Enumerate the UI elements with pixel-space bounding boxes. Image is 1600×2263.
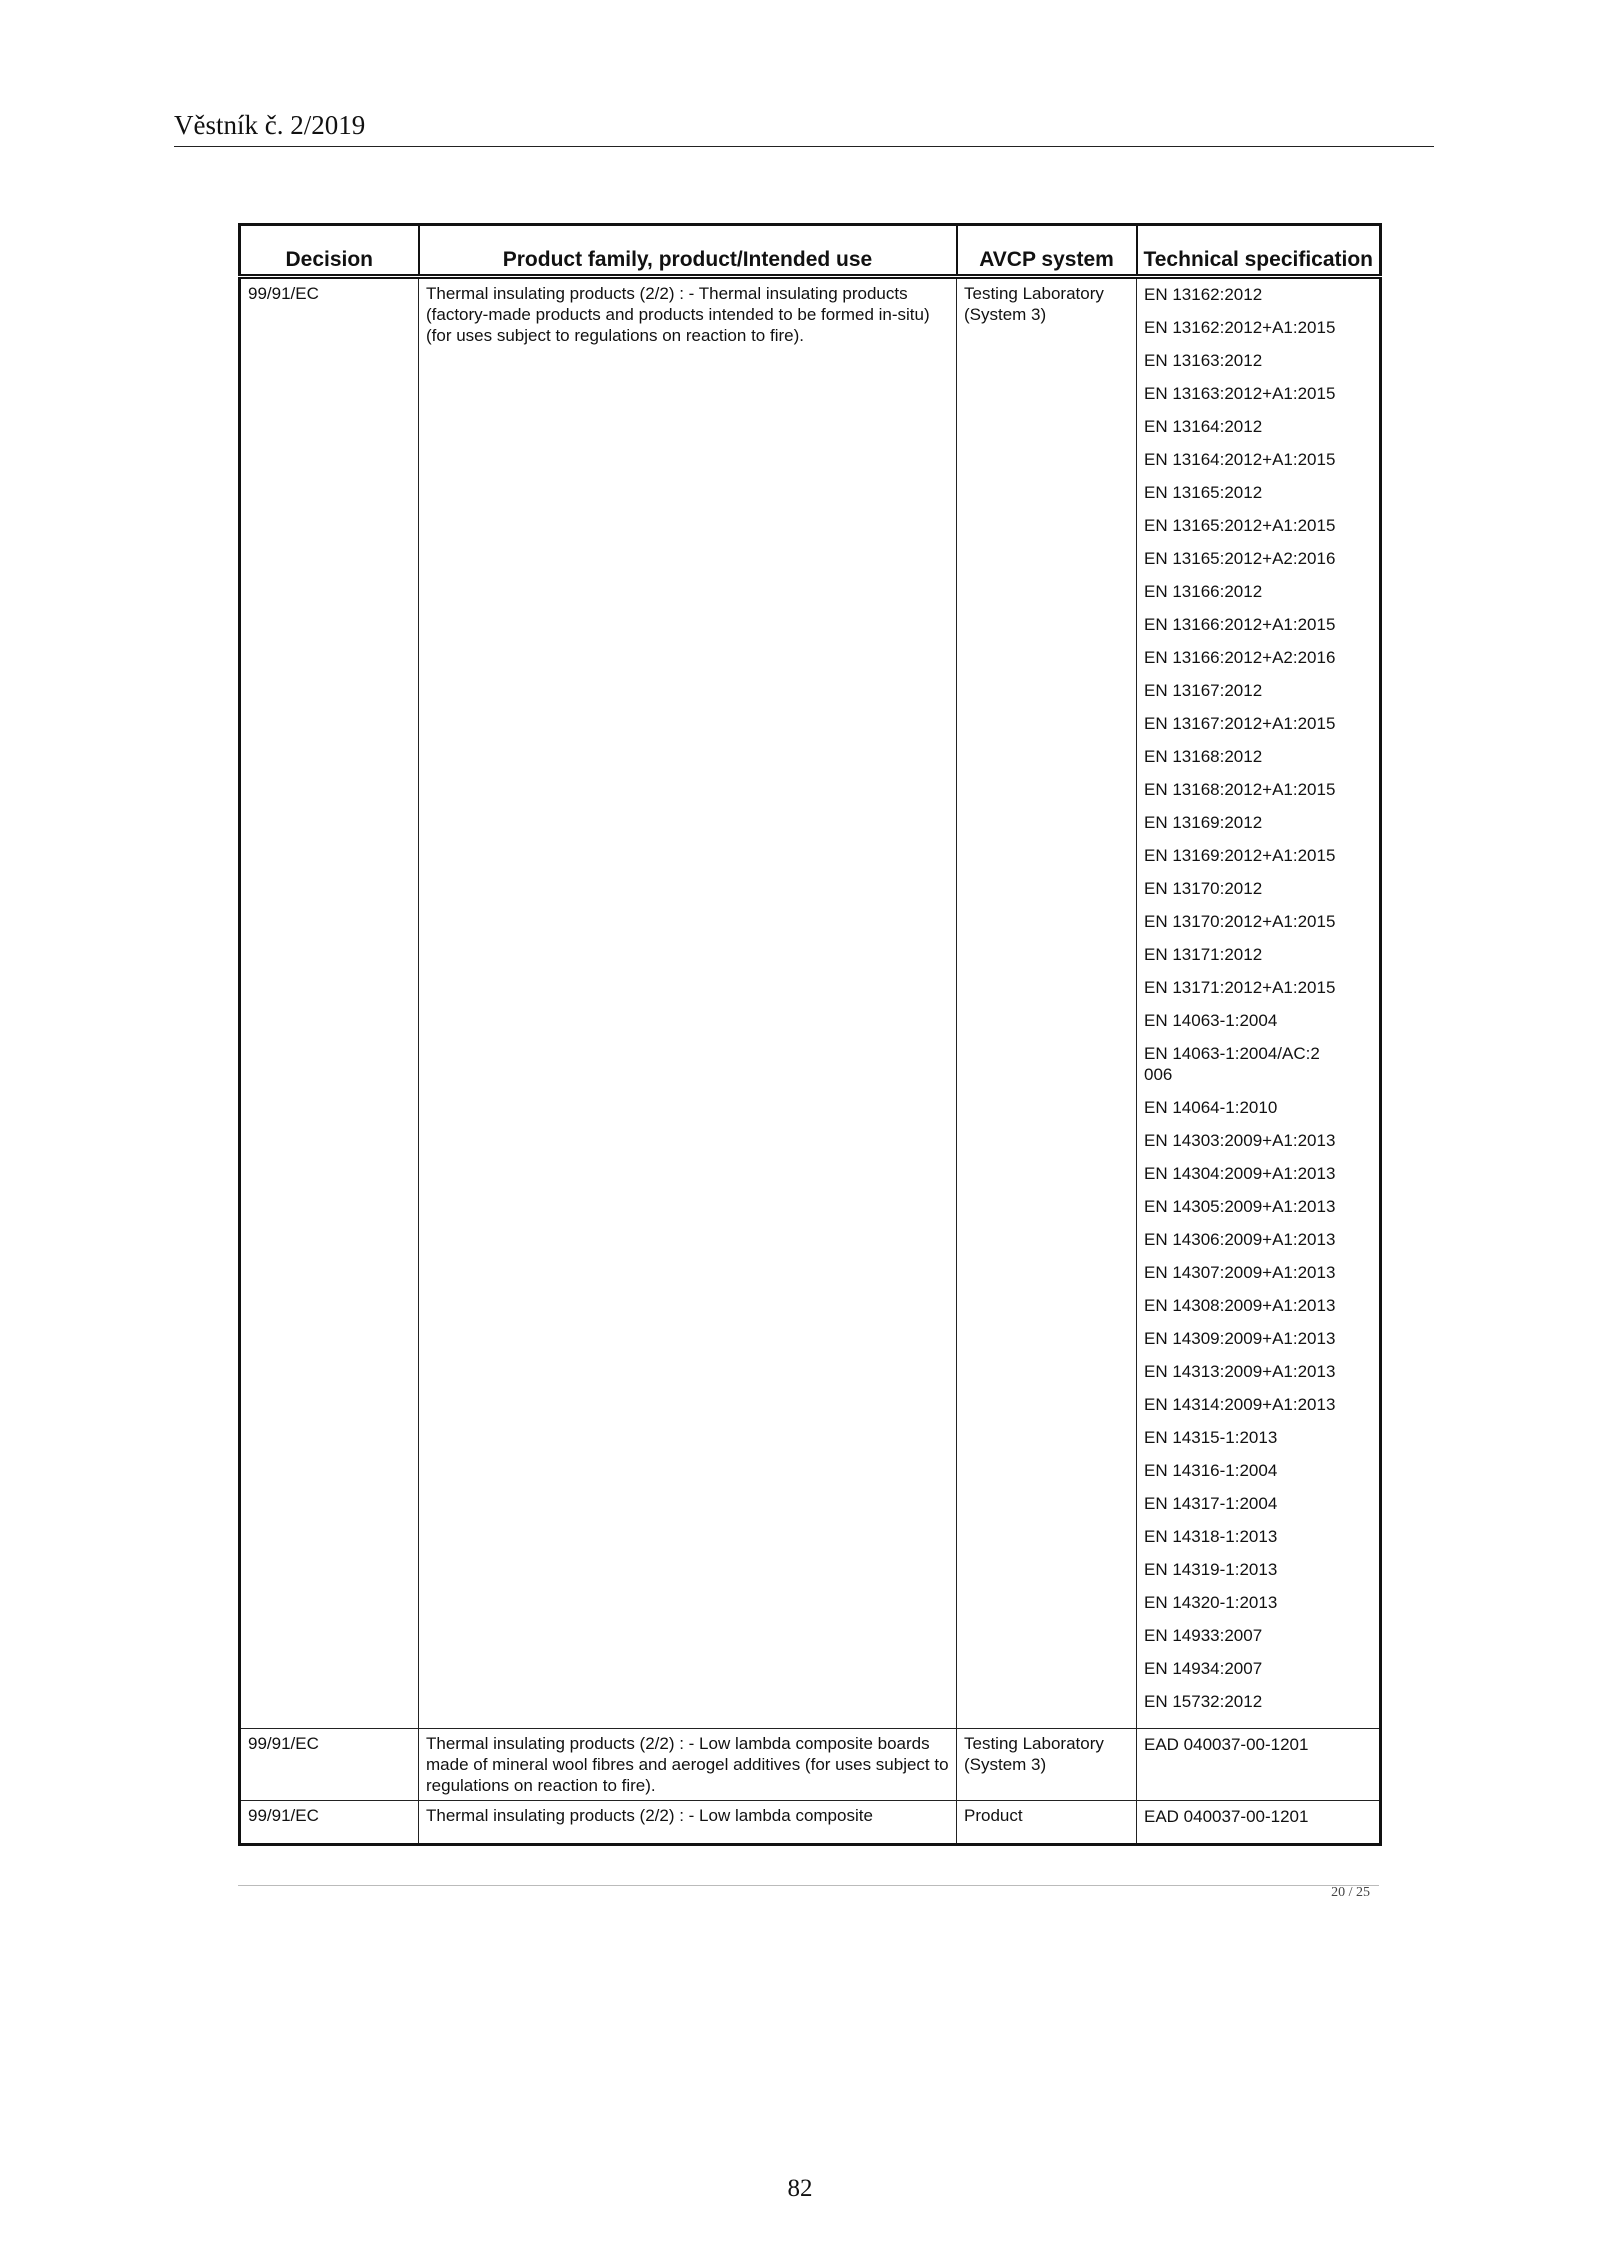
footer-rule [238, 1885, 1379, 1886]
specification-item: EN 14317-1:2004 [1144, 1494, 1278, 1513]
specification-item: EN 14320-1:2013 [1144, 1593, 1278, 1612]
specification-item: EN 15732:2012 [1144, 1692, 1263, 1711]
specification-item: EN 14315-1:2013 [1144, 1428, 1278, 1447]
specification-item: EN 13163:2012+A1:2015 [1144, 384, 1336, 403]
specification-item: EN 14064-1:2010 [1144, 1098, 1278, 1117]
table-row [240, 277, 1381, 1729]
specification-item: EN 13171:2012 [1144, 945, 1263, 964]
specification-item: EN 14934:2007 [1144, 1659, 1263, 1678]
product-cell: Thermal insulating products (2/2) : - Low lambda composite boards made of mineral wool fibres and aerogel additives (for uses subject to regulations on reaction to fire). [419, 1729, 957, 1801]
column-header-product: Product family, product/Intended use [419, 225, 957, 277]
specification-item: EN 14306:2009+A1:2013 [1144, 1230, 1336, 1249]
page-of-indicator: 20 / 25 [1331, 1885, 1370, 1900]
column-header-technical-specification: Technical specification [1137, 225, 1381, 277]
specification-cell [1137, 277, 1381, 1729]
header-rule [174, 146, 1434, 147]
avcp-cell: Product [957, 1801, 1137, 1845]
page-number: 82 [787, 2175, 813, 2202]
specification-item: EN 13169:2012+A1:2015 [1144, 846, 1336, 865]
specification-item: EN 13166:2012 [1144, 582, 1263, 601]
specification-item: EN 13167:2012 [1144, 681, 1263, 700]
specification-item: EN 14314:2009+A1:2013 [1144, 1395, 1336, 1414]
specification-item: EN 13171:2012+A1:2015 [1144, 978, 1336, 997]
specification-item: EAD 040037-00-1201 [1144, 1735, 1309, 1754]
specification-item: EN 13164:2012+A1:2015 [1144, 450, 1336, 469]
specification-item: EN 14305:2009+A1:2013 [1144, 1197, 1336, 1216]
specification-item: EN 14063-1:2004/AC:2006 [1144, 1044, 1320, 1084]
table-row [240, 1729, 1381, 1801]
running-header: Věstník č. 2/2019 [174, 110, 366, 140]
specification-item: EN 13162:2012 [1144, 285, 1263, 304]
specification-item: EN 14318-1:2013 [1144, 1527, 1278, 1546]
decision-cell: 99/91/EC [240, 277, 419, 1729]
specification-item: EN 13165:2012 [1144, 483, 1263, 502]
specification-item: EN 14307:2009+A1:2013 [1144, 1263, 1336, 1282]
specification-item: EN 14308:2009+A1:2013 [1144, 1296, 1336, 1315]
specification-item: EN 13170:2012 [1144, 879, 1263, 898]
specification-item: EN 14309:2009+A1:2013 [1144, 1329, 1336, 1348]
specification-item: EN 13163:2012 [1144, 351, 1263, 370]
specification-item: EN 13167:2012+A1:2015 [1144, 714, 1336, 733]
avcp-cell: Testing Laboratory (System 3) [957, 1729, 1137, 1801]
specification-item: EN 14319-1:2013 [1144, 1560, 1278, 1579]
table-row [240, 1801, 1381, 1845]
product-cell: Thermal insulating products (2/2) : - Thermal insulating products (factory-made products and products intended to be formed in-situ) (for uses subject to regulations on reaction to fire). [419, 277, 957, 1729]
specification-item: EN 14303:2009+A1:2013 [1144, 1131, 1336, 1150]
column-header-avcp: AVCP system [957, 225, 1137, 277]
specification-item: EAD 040037-00-1201 [1144, 1807, 1309, 1826]
specification-item: EN 13168:2012 [1144, 747, 1263, 766]
specification-item: EN 13169:2012 [1144, 813, 1263, 832]
decision-cell: 99/91/EC [240, 1729, 419, 1801]
avcp-cell: Testing Laboratory (System 3) [957, 277, 1137, 1729]
specification-item: EN 13170:2012+A1:2015 [1144, 912, 1336, 931]
specification-table [238, 223, 1382, 1846]
specification-item: EN 13168:2012+A1:2015 [1144, 780, 1336, 799]
specification-item: EN 14304:2009+A1:2013 [1144, 1164, 1336, 1183]
decision-cell: 99/91/EC [240, 1801, 419, 1845]
specification-item: EN 14313:2009+A1:2013 [1144, 1362, 1336, 1381]
specification-item: EN 13166:2012+A2:2016 [1144, 648, 1336, 667]
column-header-decision: Decision [240, 225, 419, 277]
specification-item: EN 13165:2012+A1:2015 [1144, 516, 1336, 535]
specification-cell [1137, 1801, 1381, 1845]
specification-item: EN 13165:2012+A2:2016 [1144, 549, 1336, 568]
specification-item: EN 14316-1:2004 [1144, 1461, 1278, 1480]
specification-item: EN 13162:2012+A1:2015 [1144, 318, 1336, 337]
specification-item: EN 14933:2007 [1144, 1626, 1263, 1645]
specification-item: EN 13166:2012+A1:2015 [1144, 615, 1336, 634]
product-cell: Thermal insulating products (2/2) : - Low lambda composite [419, 1801, 957, 1845]
specification-cell [1137, 1729, 1381, 1801]
specification-item: EN 13164:2012 [1144, 417, 1263, 436]
specification-item: EN 14063-1:2004 [1144, 1011, 1278, 1030]
table-header-row [240, 225, 1381, 277]
